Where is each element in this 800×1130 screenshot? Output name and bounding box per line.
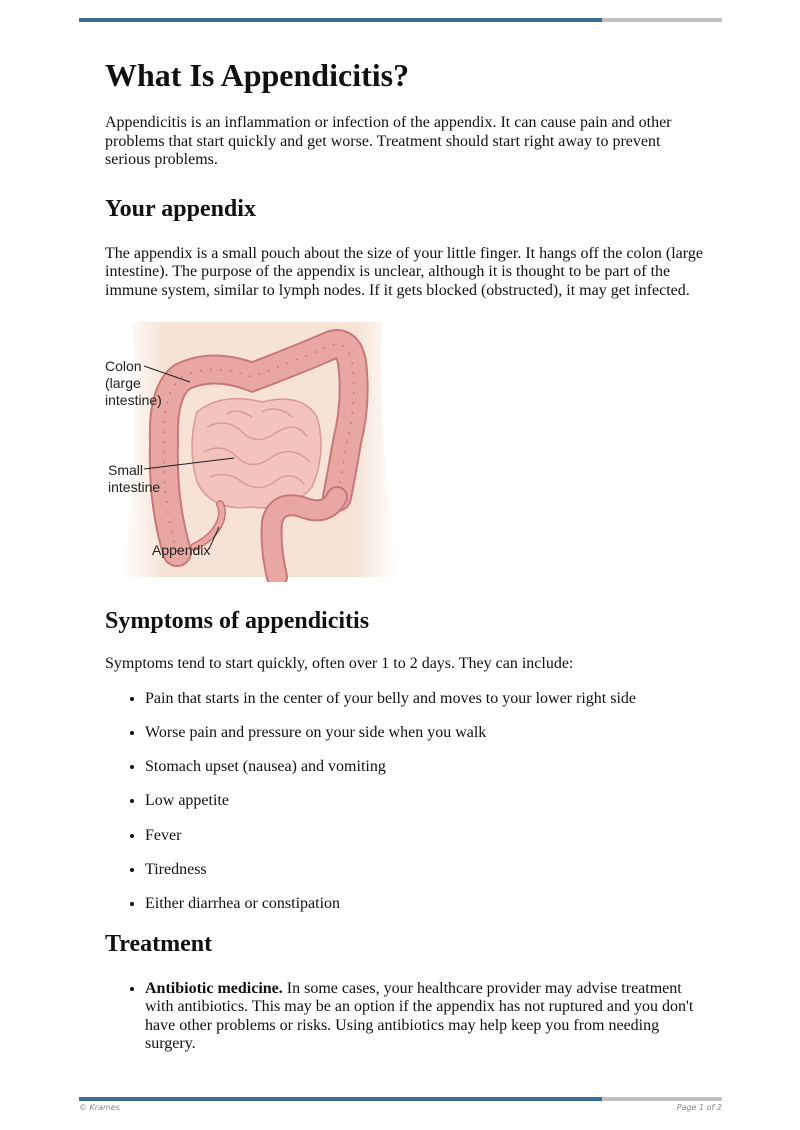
footer-page-number: Page 1 of 2 [676, 1103, 722, 1112]
page-title: What Is Appendicitis? [105, 57, 410, 93]
list-item: • Low appetite [145, 792, 705, 811]
list-item: • Either diarrhea or constipation [145, 895, 705, 914]
document-body [105, 56, 705, 1069]
footer-rule-accent [79, 1097, 602, 1101]
list-item: • Worse pain and pressure on your side when you walk [145, 724, 705, 743]
header-rule-accent [79, 18, 602, 22]
section-heading-treatment: Treatment [105, 930, 213, 957]
list-item: • Stomach upset (nausea) and vomiting [145, 758, 705, 777]
treatment-item-text: In some cases, your healthcare provider may advise treatment with antibiotics. This may be an option if the appendix has not ruptured and you don't have other problems or risks. Using antibiotics may help keep you from needing surgery. [145, 979, 694, 1053]
section-heading-symptoms: Symptoms of appendicitis [105, 608, 370, 634]
label-colon: Colon (large intestine) [105, 358, 162, 408]
header-rule [79, 18, 722, 22]
symptoms-list [105, 690, 705, 914]
section-heading-appendix: Your appendix [105, 195, 256, 222]
list-item: • Fever [145, 827, 705, 846]
intro-paragraph: Appendicitis is an inflammation or infection of the appendix. It can cause pain and other problems that start quickly and get worse. Treatment should start right away to prevent serious problems. [105, 114, 672, 168]
treatment-list [105, 980, 705, 1054]
symptoms-intro: Symptoms tend to start quickly, often over 1 to 2 days. They can include: [105, 655, 574, 672]
header-rule-grey [602, 18, 722, 22]
list-item: • Tiredness [145, 861, 705, 880]
label-appendix: Appendix [152, 542, 211, 558]
treatment-item-title: Antibiotic medicine. [145, 979, 283, 997]
small-intestine-shape [192, 399, 321, 508]
appendix-paragraph: The appendix is a small pouch about the size of your little finger. It hangs off the colon (large intestine). The purpose of the appendix is unclear, although it is thought to be part of the immune system, similar to lymph nodes. If it gets blocked (obstructed), it may get infected. [105, 244, 703, 299]
footer-copyright: © Krames [79, 1103, 120, 1112]
label-small-intestine: Small intestine [108, 462, 161, 495]
appendix-illustration [102, 322, 402, 582]
list-item [145, 980, 705, 1054]
footer-rule [79, 1097, 722, 1101]
list-item: • Pain that starts in the center of your belly and moves to your lower right side [145, 690, 705, 709]
footer-rule-grey [602, 1097, 722, 1101]
